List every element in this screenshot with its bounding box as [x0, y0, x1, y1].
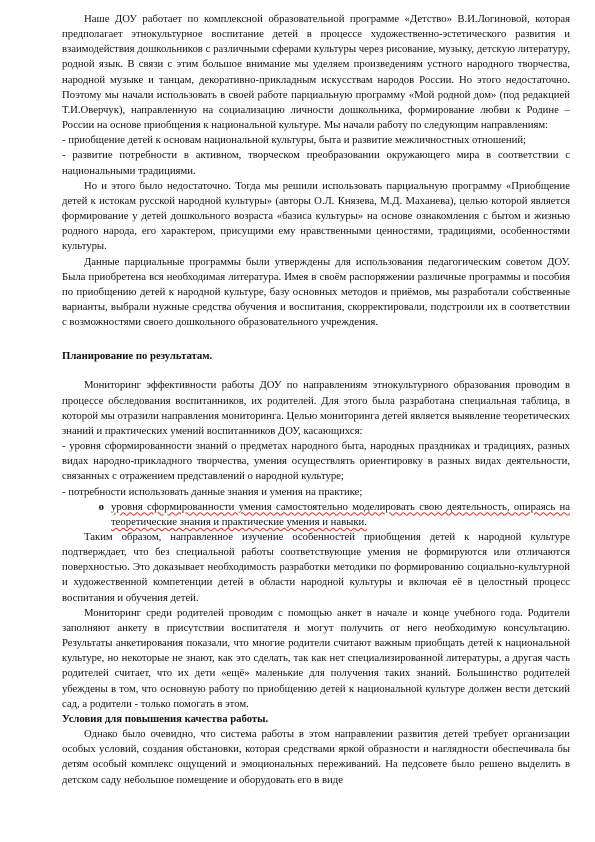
- program-paragraph: Но и этого было недостаточно. Тогда мы решили использовать парциальную программу «Приобщение детей к истокам русской народной культуры» (авторы О.Л. Князева, М.Д. Маханева), целью которой является формирование у детей дошкольного возраста «базиса культуры» на основе ознакомления с бытом и жизнью родного народа, его характером, присущими ему нравственными ценностями, традициями, особенностями культуры.: [62, 179, 570, 253]
- monitoring-item: - потребности использовать данные знания и умения на практике;: [62, 485, 363, 498]
- bullet-list-item: [62, 500, 570, 530]
- document-page: [62, 12, 570, 788]
- spacer: [62, 330, 570, 349]
- monitoring-item: - уровня сформированности знаний о предметах народного быта, народных праздниках и традициях, разных видах народно-прикладного творчества, умения осуществлять ориентировку в разных видах деятельности, связанных с отражением представлений о народной культуре;: [62, 440, 570, 483]
- parents-monitoring-paragraph: Мониторинг среди родителей проводим с помощью анкет в начале и конце учебного года. Родители заполняют анкету в присутствии воспитателя и могут получить от него необходимую консультацию. Результаты анкетирования показали, что многие родители считают важным приобщать детей к национальной культуре, но некоторые не знают, как это сделать, так как нет специализированной литературы, а другая часть родителей считает, что их дети «ещё» маленькие для получения таких знаний. Большинство родителей убеждены в том, что основную работу по приобщению детей к национальной культуре должен вести детский сад, а родители - только помогать в этом.: [62, 606, 570, 710]
- direction-item: - развитие потребности в активном, творческом преобразовании окружающего мира в соответствии с национальными традициями.: [62, 149, 570, 177]
- spacer: [62, 364, 570, 378]
- section-heading-planning: Планирование по результатам.: [62, 350, 213, 363]
- conditions-paragraph: Однако было очевидно, что система работы в этом направлении развития детей требует организации особых условий, создания обстановки, которая средствами яркой образности и наглядности обеспечивала бы детям особый комплекс ощущений и эмоциональных переживаний. На педсовете было решено выделить в детском саду небольшое помещение и оборудовать его в виде: [62, 728, 570, 786]
- direction-item: - приобщение детей к основам национальной культуры, быта и развитие межличностных отношений;: [62, 134, 527, 147]
- monitoring-paragraph: Мониторинг эффективности работы ДОУ по направлениям этнокультурного образования проводим в процессе обследования воспитанников, их родителей. Для этого была разработана специальная таблица, в которой мы отразили направления мониторинга. Целью мониторинга детей является выявление теоретических знаний и практических умений воспитанников ДОУ, касающихся:: [62, 379, 570, 437]
- programs-approved-paragraph: Данные парциальные программы были утверждены для использования педагогическим советом ДОУ. Была приобретена вся необходимая литература. Имея в своём распоряжении различные программы и пособия по приобщению детей к народной культуре, базу основных методов и приёмов, мы разработали собственные варианты, выбрали нужные средства обучения и воспитания, скорректировали, подстроили их в соответствии с возможностями своего дошкольного образовательного учреждения.: [62, 255, 570, 329]
- results-paragraph: Таким образом, направленное изучение особенностей приобщения детей к народной культуре подтверждает, что без специальной работы соответствующие умения не формируются или отличаются поверхностью. Это доказывает необходимость разработки методики по формированию социально-культурной и художественной компетенции детей в области народной культуры и включая её в целостный процесс воспитания и обучения детей.: [62, 531, 570, 604]
- bullet-text: уровня сформированности умения самостоятельно моделировать свою деятельность, опираясь на теоретические знания и практические умения и навыки.: [111, 500, 570, 528]
- intro-paragraph: Наше ДОУ работает по комплексной образовательной программе «Детство» В.И.Логиновой, которая предполагает этнокультурное воспитание детей в процессе художественно-эстетического развития и взаимодействия дошкольников с различными сферами культуры через рисование, музыку, детскую литературу, родной язык. В связи с этим большое внимание мы уделяем произведениям устного народного творчества, народной музыке и танцам, декоративно-прикладным искусствам народов России. Но этого недостаточно. Поэтому мы начали использовать в своей работе парциальную программу «Мой родной дом» (под редакцией Т.И.Оверчук), направленную на социализацию личности дошкольника, формирование любви к Родине – России на основе приобщения к национальной культуре. Мы начали работу по следующим направлениям:: [62, 13, 570, 132]
- section-heading-conditions: Условия для повышения качества работы.: [62, 712, 269, 725]
- bullet-icon: o: [98, 500, 104, 513]
